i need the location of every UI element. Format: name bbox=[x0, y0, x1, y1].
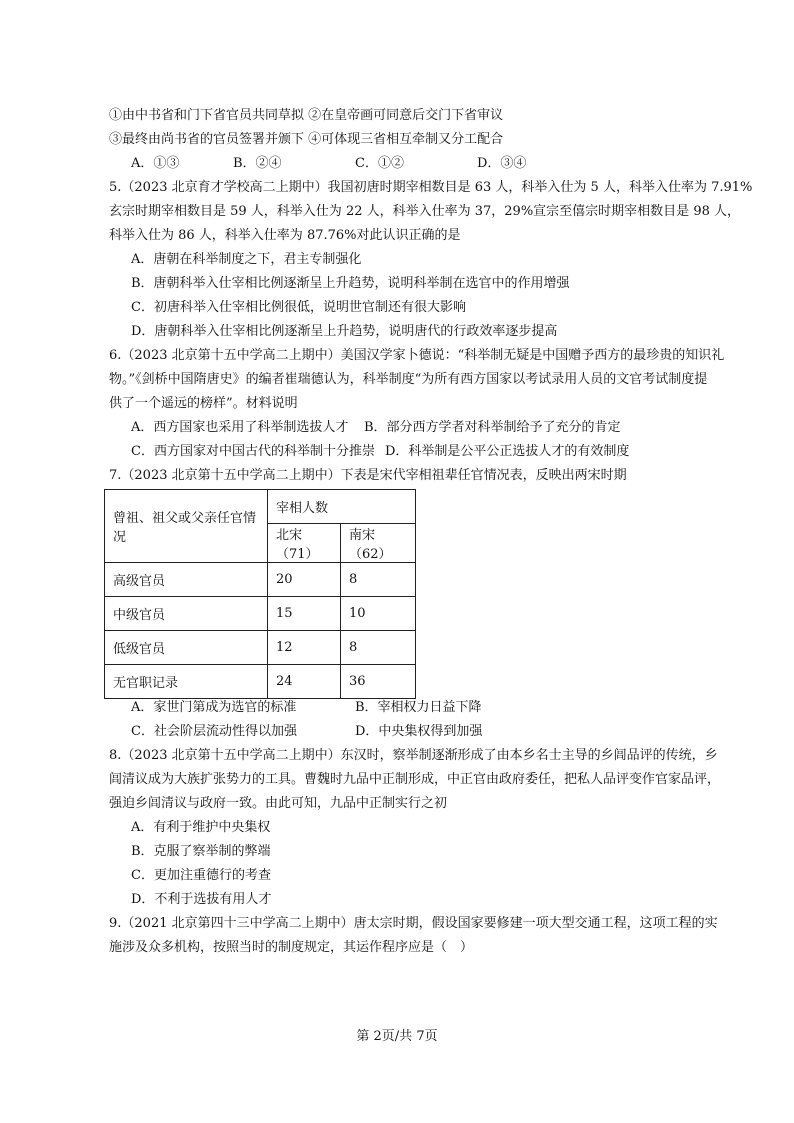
q5-stem-line-2: 玄宗时期宰相数目是 59 人，科举入仕为 22 人，科举入仕率为 37，29%宣宗至僖宗时期宰相数目是 98 人， bbox=[109, 204, 740, 219]
table-cell: 24 bbox=[268, 665, 341, 699]
q6-stem-line-2: 物。”《剑桥中国隋唐史》的编者崔瑞德认为，科举制度“为所有西方国家以考试录用人员的文官考试制度提 bbox=[109, 372, 708, 387]
officials-table bbox=[104, 489, 416, 699]
table-cell: 12 bbox=[268, 631, 341, 665]
table-cell: 15 bbox=[268, 597, 341, 631]
q6-option-b: B．部分西方学者对科举制给予了充分的肯定 bbox=[364, 420, 621, 435]
q8-stem-line-1: 8.（2023 北京第十五中学高二上期中）东汉时，察举制逐渐形成了由本乡名士主导的乡闾品评的传统，乡 bbox=[109, 748, 718, 763]
q7-stem-line: 7.（2023 北京第十五中学高二上期中）下表是宋代宰相祖辈任官情况表，反映出两宋时期 bbox=[109, 468, 627, 483]
table-cell: 20 bbox=[268, 563, 341, 597]
q4-option-b: B．②④ bbox=[233, 156, 282, 171]
page-footer: 第 2页/共 7页 bbox=[356, 1029, 438, 1044]
table-cell-label: 中级官员 bbox=[105, 597, 268, 631]
statement-line-1: ①由中书省和门下省官员共同草拟 ②在皇帝画可同意后交门下省审议 bbox=[109, 108, 504, 123]
q8-option-d: D．不利于选拔有用人才 bbox=[131, 892, 272, 907]
statement-line-2: ③最终由尚书省的官员签署并颁下 ④可体现三省相互牵制又分工配合 bbox=[109, 132, 504, 147]
q4-option-c: C．①② bbox=[355, 156, 404, 171]
table-cell: 36 bbox=[341, 665, 416, 699]
table-row bbox=[105, 597, 416, 631]
q8-option-a: A．有利于维护中央集权 bbox=[131, 820, 271, 835]
q5-option-c: C．初唐科举入仕宰相比例很低，说明世官制还有很大影响 bbox=[131, 300, 466, 315]
q5-stem-line-3: 科举入仕为 86 人，科举入仕率为 87.76%对此认识正确的是 bbox=[109, 228, 461, 243]
q5-option-d: D．唐朝科举入仕宰相比例逐渐呈上升趋势，说明唐代的行政效率逐步提高 bbox=[131, 324, 558, 339]
q7-option-a: A．家世门第成为选官的标准 bbox=[131, 700, 297, 715]
q4-option-a: A．①③ bbox=[131, 156, 180, 171]
table-cell: 10 bbox=[341, 597, 416, 631]
q4-option-d: D．③④ bbox=[477, 156, 527, 171]
table-group-header: 宰相人数 bbox=[268, 490, 416, 524]
q7-option-c: C．社会阶层流动性得以加强 bbox=[131, 724, 297, 739]
table-cell-label: 高级官员 bbox=[105, 563, 268, 597]
table-row bbox=[105, 563, 416, 597]
q5-option-a: A．唐朝在科举制度之下，君主专制强化 bbox=[131, 252, 362, 267]
q6-stem-line-1: 6.（2023 北京第十五中学高二上期中）美国汉学家卜德说：“科举制无疑是中国赠予西方的最珍贵的知识礼 bbox=[109, 348, 725, 363]
table-cell: 8 bbox=[341, 563, 416, 597]
q6-option-c: C．西方国家对中国古代的科举制十分推崇 bbox=[131, 444, 375, 459]
table-cell-label: 无官职记录 bbox=[105, 665, 268, 699]
table-cell: 8 bbox=[341, 631, 416, 665]
q8-option-b: B．克服了察举制的弊端 bbox=[131, 844, 271, 859]
table-row bbox=[105, 631, 416, 665]
q7-option-d: D．中央集权得到加强 bbox=[355, 724, 483, 739]
q9-stem-line-1: 9.（2021 北京第四十三中学高二上期中）唐太宗时期，假设国家要修建一项大型交通工程，这项工程的实 bbox=[109, 916, 718, 931]
q8-stem-line-2: 闾清议成为大族扩张势力的工具。曹魏时九品中正制形成，中正官由政府委任，把私人品评变作官家品评， bbox=[109, 772, 721, 787]
table-col-northern-song: 北宋（71） bbox=[268, 524, 341, 563]
q7-option-b: B．宰相权力日益下降 bbox=[355, 700, 482, 715]
table-cell-label: 低级官员 bbox=[105, 631, 268, 665]
q8-option-c: C．更加注重德行的考查 bbox=[131, 868, 271, 883]
q8-stem-line-3: 强迫乡闾清议与政府一致。由此可知，九品中正制实行之初 bbox=[109, 796, 448, 811]
table-col-southern-song: 南宋（62） bbox=[341, 524, 416, 563]
q6-option-a: A．西方国家也采用了科举制选拔人才 bbox=[131, 420, 349, 435]
q6-option-d: D．科举制是公平公正选拔人才的有效制度 bbox=[385, 444, 630, 459]
q6-stem-line-3: 供了一个遥远的榜样”。材料说明 bbox=[109, 396, 298, 411]
q5-stem-line-1: 5.（2023 北京育才学校高二上期中）我国初唐时期宰相数目是 63 人，科举入仕为 5 人，科举入仕率为 7.91% bbox=[109, 180, 753, 195]
table-row bbox=[105, 665, 416, 699]
table-row-header: 曾祖、祖父或父亲任官情况 bbox=[105, 490, 268, 563]
q5-option-b: B．唐朝科举入仕宰相比例逐渐呈上升趋势，说明科举制在选官中的作用增强 bbox=[131, 276, 570, 291]
q9-stem-line-2: 施涉及众多机构，按照当时的制度规定，其运作程序应是（ ） bbox=[109, 940, 474, 955]
